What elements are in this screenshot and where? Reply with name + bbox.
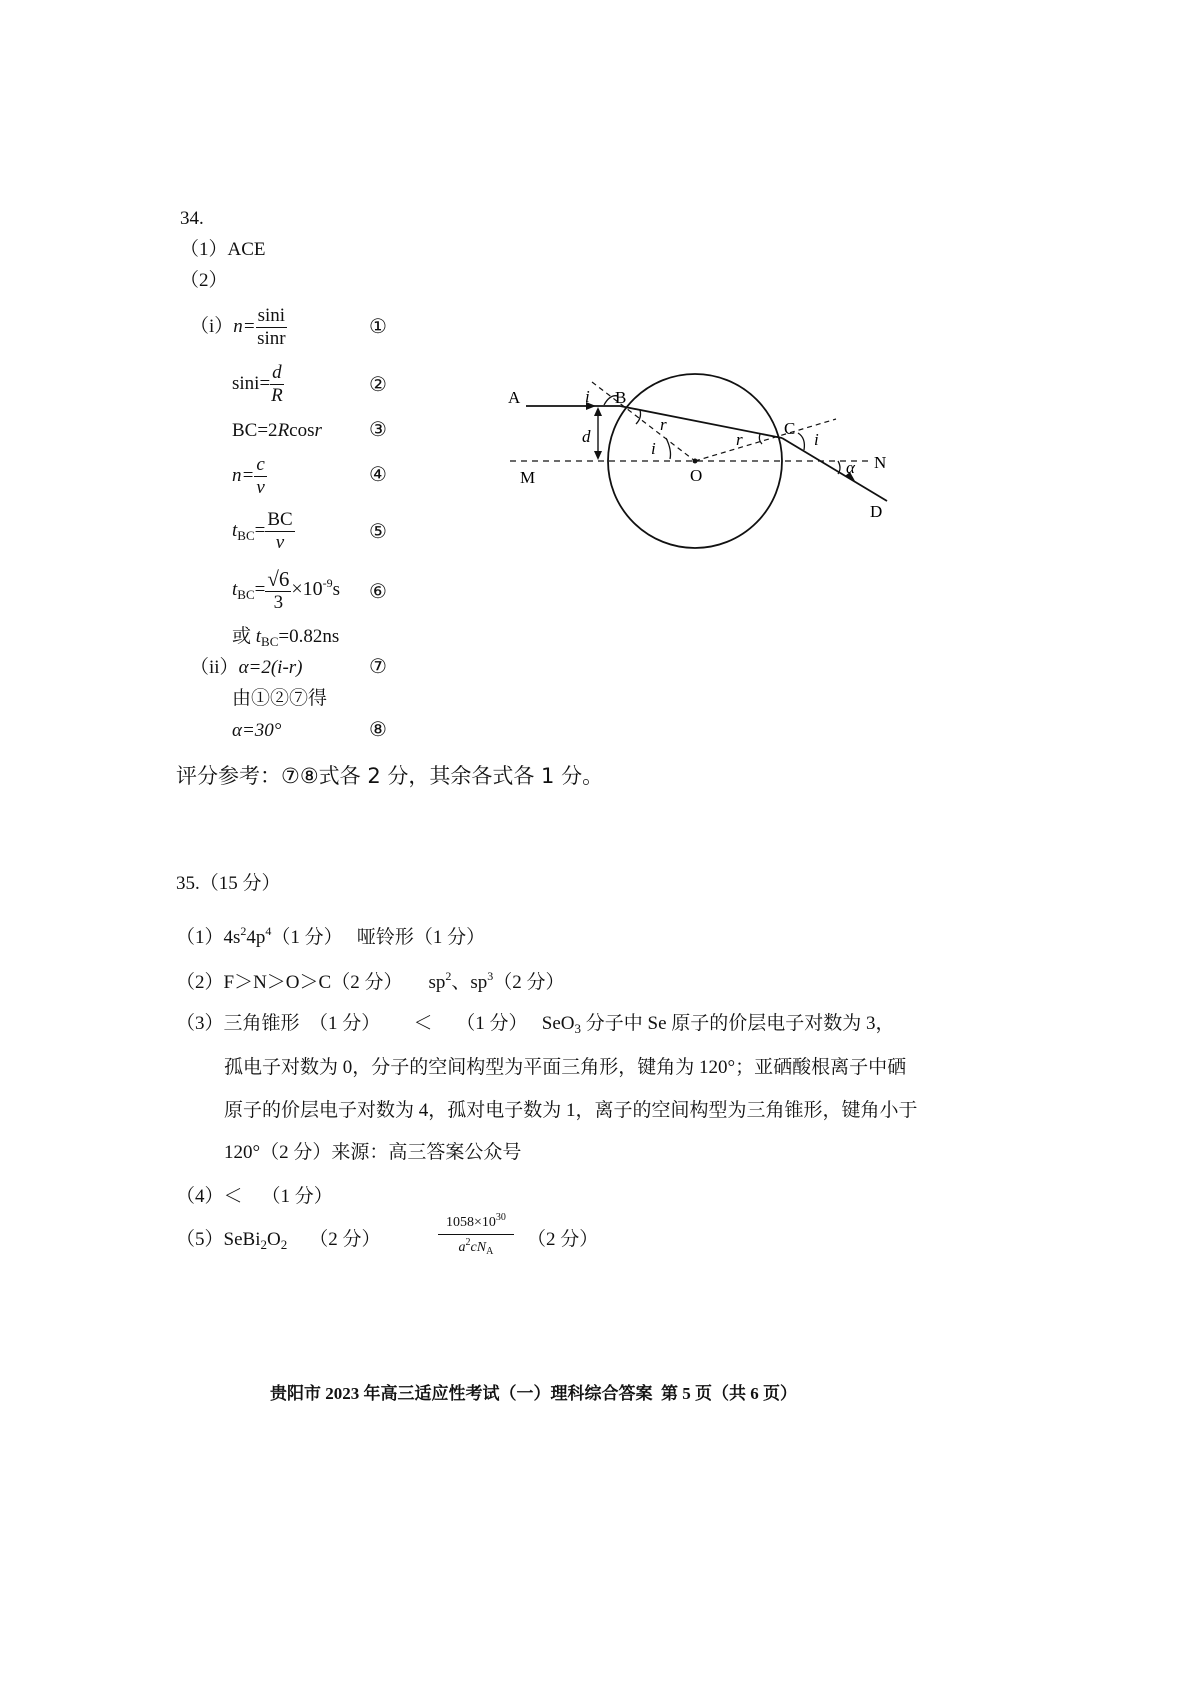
label-i-incident: i xyxy=(585,387,590,406)
density-num-a: 1058×10 xyxy=(446,1215,496,1230)
scoring-reference: 评分参考：⑦⑧式各 2 分，其余各式各 1 分。 xyxy=(176,764,604,788)
eq7-text: α=2(i-r) xyxy=(238,657,303,678)
equation-1 xyxy=(190,306,287,349)
p5-sub1: 2 xyxy=(260,1237,267,1252)
eq4-num: c xyxy=(256,454,265,475)
p3-line1-b: 分子中 Se 原子的价层电子对数为 3， xyxy=(581,1013,895,1034)
p1-a: 4s xyxy=(223,927,241,948)
angle-arc-r-c xyxy=(759,434,762,444)
p5-score-b: （2 分） xyxy=(527,1229,599,1250)
label-n: N xyxy=(874,453,887,472)
eq1-mark: ① xyxy=(369,314,387,338)
eq6-times: ×10 xyxy=(291,577,323,600)
eq3-mark: ③ xyxy=(369,417,387,441)
equation-8: α=30° xyxy=(232,720,282,741)
eq3-a: BC=2 xyxy=(232,420,278,441)
equation-5 xyxy=(232,510,295,553)
eq2-fraction xyxy=(270,363,284,406)
q35-part3-line3: 原子的价层电子对数为 4，孤对电子数为 1，离子的空间构型为三角锥形，键角小于 xyxy=(224,1100,918,1121)
distance-arrow-bottom xyxy=(594,451,602,460)
p5-score-a: （2 分） xyxy=(309,1229,381,1250)
label-d: D xyxy=(870,502,883,521)
eq6-den: 3 xyxy=(273,592,284,614)
equation-2 xyxy=(232,363,284,406)
q35-part3-line2: 孤电子对数为 0，分子的空间构型为平面三角形，键角为 120°；亚硒酸根离子中硒 xyxy=(224,1057,907,1078)
eq5-eq: = xyxy=(254,519,266,541)
density-den-b: cN xyxy=(470,1239,487,1255)
density-frac xyxy=(438,1213,514,1257)
eq5-mark: ⑤ xyxy=(369,519,387,543)
distance-arrow-top xyxy=(594,407,602,416)
p1-a-sup: 2 xyxy=(240,924,247,938)
label-i-o: i xyxy=(651,439,656,458)
q35-part4 xyxy=(176,1187,333,1206)
p3-line1-a: 三角锥形 （1 分） ＜ （1 分） SeO xyxy=(223,1013,575,1034)
equation-7 xyxy=(190,658,303,677)
eq6-sub: BC xyxy=(237,586,255,602)
p1-label: （1） xyxy=(176,927,224,948)
center-point-o xyxy=(693,459,698,464)
p5-label: （5） xyxy=(176,1229,224,1250)
p2-b-sup: 2 xyxy=(445,969,452,983)
refraction-diagram xyxy=(500,370,920,570)
eq5-sub: BC xyxy=(237,527,255,543)
p2-d: （2 分） xyxy=(493,972,565,993)
density-num-exp: 30 xyxy=(495,1212,506,1223)
eq6-eq: = xyxy=(254,578,266,600)
p4-label: （4） xyxy=(176,1186,224,1207)
label-d-distance: d xyxy=(582,427,591,446)
eq5-fraction xyxy=(265,510,294,553)
eq1-den: sinr xyxy=(257,327,286,349)
page-footer: 贵阳市 2023 年高三适应性考试（一）理科综合答案 第 5 页（共 6 页） xyxy=(270,1384,797,1403)
equation-6b xyxy=(232,627,339,648)
eq4-lhs: n= xyxy=(232,464,255,486)
eq6b-or: 或 xyxy=(232,626,256,647)
q35-part1 xyxy=(176,925,485,947)
eq6-fraction xyxy=(265,568,291,613)
eq1-num: sini xyxy=(257,305,286,326)
density-den-exp: 2 xyxy=(465,1236,471,1248)
eq5-den: v xyxy=(275,531,285,553)
label-c: C xyxy=(784,419,796,438)
density-num xyxy=(438,1213,514,1235)
angle-arc-i-o xyxy=(666,438,671,459)
i-label: （i） xyxy=(190,315,234,337)
q34-part1 xyxy=(180,240,266,259)
eq6-t: t xyxy=(232,578,238,600)
eq5-t: t xyxy=(232,519,238,541)
label-r-c: r xyxy=(736,430,743,449)
normal-b xyxy=(592,382,695,461)
eq2-den: R xyxy=(271,384,283,406)
eq7-mark: ⑦ xyxy=(369,654,387,678)
p1-b-sup: 4 xyxy=(265,924,272,938)
p5-mid: O xyxy=(266,1229,281,1250)
p5-sub2: 2 xyxy=(280,1237,288,1252)
q34-part2-label: （2） xyxy=(180,270,228,291)
density-den xyxy=(438,1235,514,1258)
eq6b-t: t xyxy=(255,626,262,647)
p2-c-sup: 3 xyxy=(487,969,494,983)
eq5-num: BC xyxy=(267,509,293,530)
q34-number: 34. xyxy=(180,208,204,229)
eq1-fraction xyxy=(256,306,287,349)
emergent-ray xyxy=(782,438,887,501)
eq6b-rest: =0.82ns xyxy=(278,626,340,647)
eq2-num: d xyxy=(272,362,282,383)
label-o: O xyxy=(690,466,703,485)
p3-line1-sub: 3 xyxy=(574,1021,581,1036)
eq1-lhs: n= xyxy=(233,315,256,337)
p2-a: F＞N＞O＞C（2 分） xyxy=(223,972,403,993)
eq6-mark: ⑥ xyxy=(369,579,387,603)
q35-part5 xyxy=(176,1230,380,1251)
q34-part1-answer: ACE xyxy=(227,239,266,260)
equation-4 xyxy=(232,455,267,498)
p5-a: SeBi xyxy=(223,1229,261,1250)
equation-6 xyxy=(232,568,340,613)
density-fraction xyxy=(438,1213,514,1257)
p1-c: （1 分） 哑铃形（1 分） xyxy=(271,927,486,948)
eq4-fraction xyxy=(254,455,266,498)
eq6-exp: -9 xyxy=(322,575,333,590)
eq4-den: v xyxy=(256,476,265,498)
q35-header: 35.（15 分） xyxy=(176,873,281,894)
equation-3 xyxy=(232,421,322,440)
eq6b-sub: BC xyxy=(261,634,279,649)
eq2-lhs: sini= xyxy=(232,372,271,394)
ii-label: （ii） xyxy=(190,657,239,678)
eq4-mark: ④ xyxy=(369,462,387,486)
q35-part2 xyxy=(176,970,565,992)
p4-text: ＜ （1 分） xyxy=(223,1186,333,1207)
label-b: B xyxy=(615,388,627,407)
equation-7b: 由①②⑦得 xyxy=(232,688,328,709)
label-a: A xyxy=(508,388,521,407)
eq8-mark: ⑧ xyxy=(369,717,387,741)
label-m: M xyxy=(520,468,536,487)
label-i-c: i xyxy=(814,430,819,449)
p2-c: 、sp xyxy=(451,972,488,993)
q34-part1-label: （1） xyxy=(180,239,228,260)
p1-b: 4p xyxy=(246,927,266,948)
eq3-d: r xyxy=(314,420,322,441)
p2-b: sp xyxy=(428,972,446,993)
p3-label: （3） xyxy=(176,1013,224,1034)
eq2-mark: ② xyxy=(369,372,387,396)
eq6-num: √6 xyxy=(267,567,290,591)
eq3-b: R xyxy=(277,420,290,441)
density-den-a: a xyxy=(458,1239,466,1255)
label-alpha: α xyxy=(846,458,855,477)
q35-part3-line1 xyxy=(176,1014,895,1035)
p2-label: （2） xyxy=(176,972,224,993)
label-r-b: r xyxy=(660,415,667,434)
density-den-sub: A xyxy=(486,1245,494,1257)
eq3-c: cos xyxy=(289,420,315,441)
q35-part3-line4: 120°（2 分）来源：高三答案公众号 xyxy=(224,1142,522,1163)
eq6-unit: s xyxy=(332,578,341,600)
